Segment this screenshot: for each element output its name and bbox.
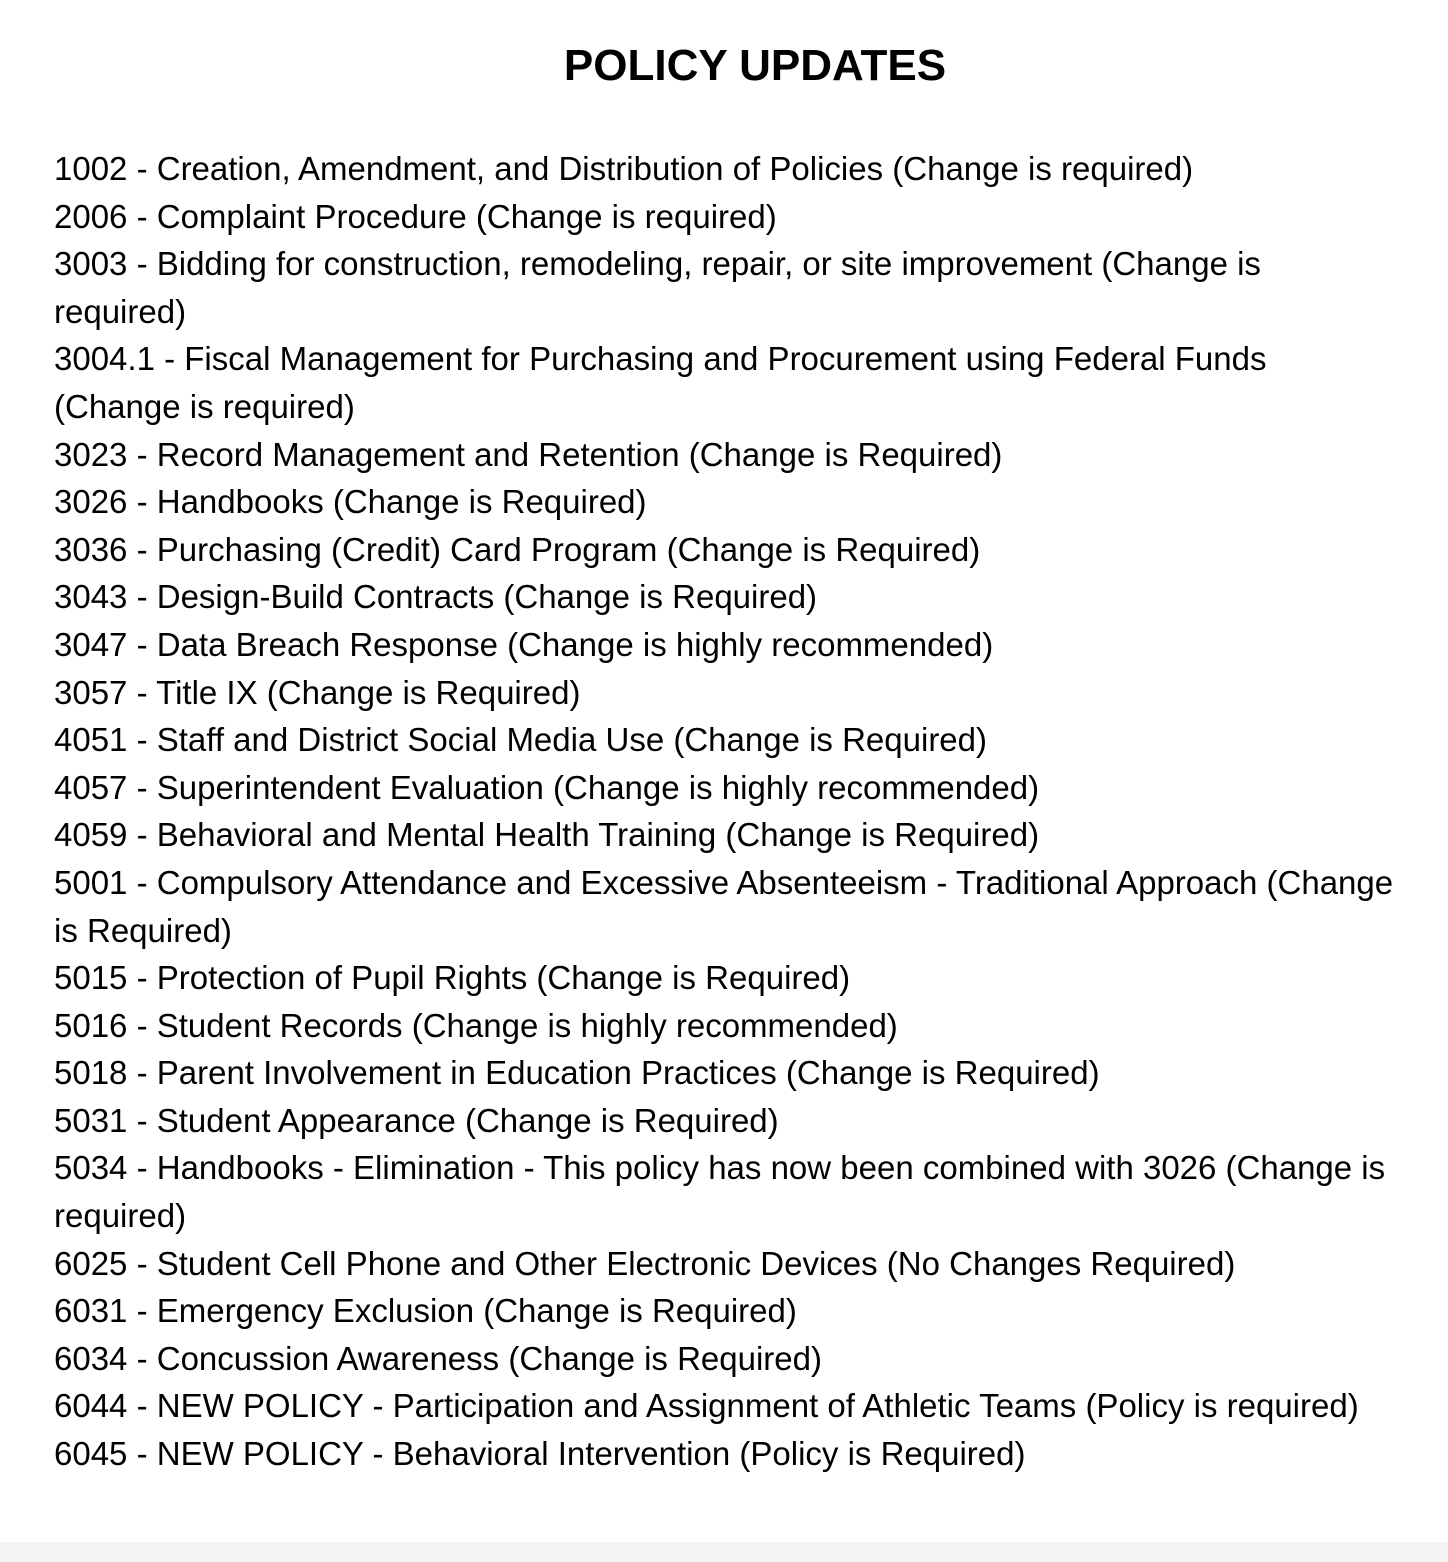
policy-item-4057: 4057 - Superintendent Evaluation (Change is highly recommended)	[54, 768, 1040, 806]
policy-item-6031: 6031 - Emergency Exclusion (Change is Required)	[54, 1292, 797, 1330]
policy-item-3023: 3023 - Record Management and Retention (Change is Required)	[54, 435, 1003, 473]
policy-item-4051: 4051 - Staff and District Social Media Use (Change is Required)	[54, 721, 988, 759]
policy-item-3004-1: 3004.1 - Fiscal Management for Purchasing and Procurement using Federal Funds (Change is required)	[54, 340, 1267, 425]
policy-item-5015: 5015 - Protection of Pupil Rights (Change is Required)	[54, 959, 851, 997]
policy-item-5034: 5034 - Handbooks - Elimination - This policy has now been combined with 3026 (Change is required)	[54, 1149, 1386, 1235]
policy-item-6025: 6025 - Student Cell Phone and Other Electronic Devices (No Changes Required)	[54, 1244, 1236, 1282]
policy-item-6034: 6034 - Concussion Awareness (Change is Required)	[54, 1339, 822, 1377]
policy-item-3003: 3003 - Bidding for construction, remodeling, repair, or site improvement (Change is required)	[54, 245, 1261, 330]
policy-item-3043: 3043 - Design-Build Contracts (Change is Required)	[54, 578, 818, 616]
policy-item-3036: 3036 - Purchasing (Credit) Card Program (Change is Required)	[54, 530, 981, 568]
page-title: POLICY UPDATES	[563, 41, 947, 90]
policy-list	[54, 145, 1394, 1478]
policy-item-5016: 5016 - Student Records (Change is highly recommended)	[54, 1006, 898, 1044]
policy-item-3057: 3057 - Title IX (Change is Required)	[54, 673, 581, 711]
policy-item-6044: 6044 - NEW POLICY - Participation and Assignment of Athletic Teams (Policy is required)	[54, 1387, 1359, 1425]
page-bottom-strip	[0, 1542, 1448, 1562]
policy-item-3047: 3047 - Data Breach Response (Change is highly recommended)	[54, 625, 994, 663]
policy-item-3026: 3026 - Handbooks (Change is Required)	[54, 483, 647, 521]
policy-item-5018: 5018 - Parent Involvement in Education Practices (Change is Required)	[54, 1054, 1100, 1092]
policy-item-1002: 1002 - Creation, Amendment, and Distribution of Policies (Change is required)	[54, 150, 1194, 187]
policy-item-4059: 4059 - Behavioral and Mental Health Training (Change is Required)	[54, 816, 1040, 854]
policy-item-2006: 2006 - Complaint Procedure (Change is required)	[54, 197, 777, 235]
policy-item-6045: 6045 - NEW POLICY - Behavioral Intervention (Policy is Required)	[54, 1435, 1026, 1473]
policy-item-5031: 5031 - Student Appearance (Change is Required)	[54, 1101, 779, 1139]
policy-item-5001: 5001 - Compulsory Attendance and Excessive Absenteeism - Traditional Approach (Change is Required)	[54, 863, 1394, 949]
